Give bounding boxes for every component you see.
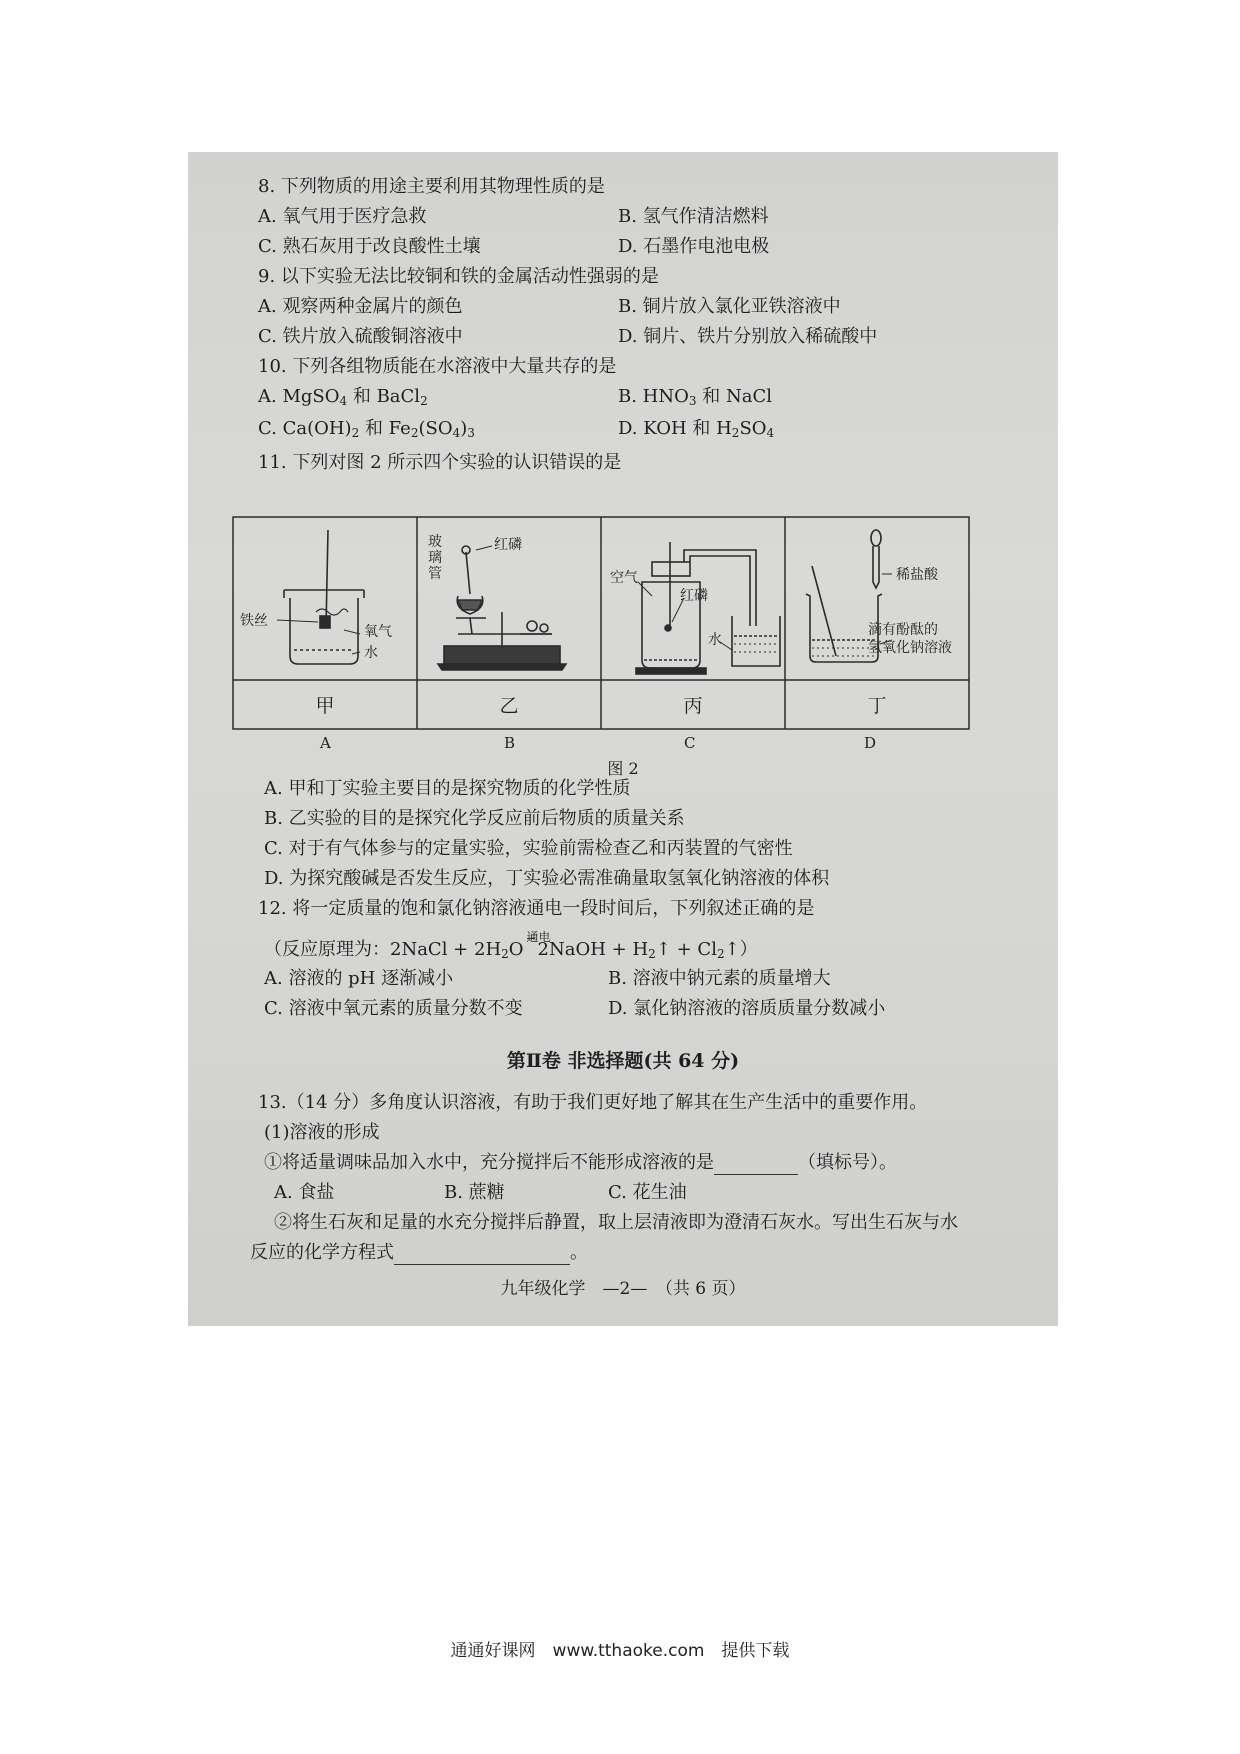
exam-page-photo (188, 152, 1058, 1326)
q10-option-c: C. $Ca(OH)_2$ 和 $Fe_2(SO_4)_3$ (258, 418, 475, 440)
q13-stem: 13.（14 分）多角度认识溶液，有助于我们更好地了解其在生产生活中的重要作用。 (258, 1092, 928, 1113)
q13-answer-blank-2[interactable] (394, 1242, 570, 1265)
experiment-bing-drawing (636, 542, 780, 674)
q8-option-a: A. 氧气用于医疗急救 (258, 206, 427, 227)
q12-option-c: C. 溶液中氧元素的质量分数不变 (264, 998, 523, 1019)
q9-option-d: D. 铜片、铁片分别放入稀硫酸中 (618, 326, 878, 347)
label-bo: 玻 (428, 534, 442, 550)
label-yangqi: 氧气 (364, 624, 392, 640)
label-fentai-2: 氢氧化钠溶液 (868, 640, 952, 656)
q10-option-b: B. $HNO_3$ 和 NaCl (618, 386, 772, 408)
figure-letter-a: A (320, 734, 331, 752)
q13-part-3: 反应的化学方程式 。 (250, 1242, 588, 1263)
cell-caption-ding: 丁 (867, 695, 887, 717)
q10-option-a: A. MgSO$_4$ 和 BaCl$_2$ (258, 386, 428, 408)
q13-answer-blank-1[interactable] (714, 1152, 798, 1175)
cell-caption-yi: 乙 (499, 695, 519, 717)
q8-option-c: C. 熟石灰用于改良酸性土壤 (258, 236, 481, 257)
section-2-title: 第Ⅱ卷 非选择题(共 64 分) (506, 1050, 740, 1072)
q8-option-b: B. 氢气作清洁燃料 (618, 206, 769, 227)
figure-letter-b: B (504, 734, 516, 752)
cell-caption-bing: 丙 (683, 695, 703, 717)
q13-sub-1: (1)溶液的形成 (264, 1122, 380, 1143)
q12-option-b: B. 溶液中钠元素的质量增大 (608, 968, 831, 989)
q11-stem: 11. 下列对图 2 所示四个实验的认识错误的是 (258, 452, 622, 473)
q9-option-a: A. 观察两种金属片的颜色 (258, 296, 463, 317)
label-shui-2: 水 (708, 632, 722, 648)
q8-option-d: D. 石墨作电池电极 (618, 236, 770, 257)
experiment-jia-drawing (277, 530, 364, 664)
experiment-yi-drawing (438, 546, 566, 670)
q13-option-c: C. 花生油 (608, 1182, 687, 1203)
q8-stem: 8. 下列物质的用途主要利用其物理性质的是 (258, 176, 605, 197)
label-xiyansuan: 稀盐酸 (896, 567, 938, 583)
q12-equation: （反应原理为：2NaCl + $2H_2O$ 通电 2NaOH + $H_2↑$ + $Cl_2↑$） (264, 930, 758, 961)
q9-option-b: B. 铜片放入氯化亚铁溶液中 (618, 296, 841, 317)
q10-stem: 10. 下列各组物质能在水溶液中大量共存的是 (258, 356, 617, 377)
label-fentai-1: 滴有酚酞的 (868, 622, 938, 638)
figure-letter-c: C (684, 734, 696, 752)
q13-part-1: ①将适量调味品加入水中，充分搅拌后不能形成溶液的是 （填标号）。 (264, 1152, 897, 1173)
cell-caption-jia: 甲 (315, 695, 335, 717)
label-guan: 管 (428, 566, 442, 582)
figure-caption: 图 2 (607, 759, 639, 778)
page-footer: 九年级化学 —2— （共 6 页） (500, 1279, 746, 1299)
q13-part-2: ②将生石灰和足量的水充分搅拌后静置，取上层清液即为澄清石灰水。写出生石灰与水 (274, 1212, 958, 1233)
q11-option-b: B. 乙实验的目的是探究化学反应前后物质的质量关系 (264, 808, 685, 829)
figure-2-experiments (232, 516, 970, 730)
q11-option-c: C. 对于有气体参与的定量实验，实验前需检查乙和丙装置的气密性 (264, 838, 793, 859)
q13-option-b: B. 蔗糖 (444, 1182, 505, 1203)
label-li: 璃 (428, 550, 442, 566)
q12-option-a: A. 溶液的 pH 逐渐减小 (264, 968, 454, 989)
site-footer: 通通好课网 www.tthaoke.com 提供下载 (450, 1641, 790, 1661)
label-tiesi: 铁丝 (240, 613, 268, 629)
label-kongqi: 空气 (610, 570, 638, 586)
q9-stem: 9. 以下实验无法比较铜和铁的金属活动性强弱的是 (258, 266, 659, 287)
q12-stem: 12. 将一定质量的饱和氯化钠溶液通电一段时间后，下列叙述正确的是 (258, 898, 815, 919)
q13-option-a: A. 食盐 (274, 1182, 335, 1203)
q11-option-d: D. 为探究酸碱是否发生反应，丁实验必需准确量取氢氧化钠溶液的体积 (264, 868, 830, 889)
q10-option-d: D. KOH 和 $H_2SO_4$ (618, 418, 775, 440)
label-shui-1: 水 (364, 645, 378, 661)
q12-option-d: D. 氯化钠溶液的溶质质量分数减小 (608, 998, 886, 1019)
figure-letter-d: D (864, 734, 877, 752)
label-honglin-2: 红磷 (680, 588, 708, 604)
label-honglin-1: 红磷 (494, 537, 522, 553)
q11-option-a: A. 甲和丁实验主要目的是探究物质的化学性质 (264, 778, 631, 799)
q9-option-c: C. 铁片放入硫酸铜溶液中 (258, 326, 463, 347)
